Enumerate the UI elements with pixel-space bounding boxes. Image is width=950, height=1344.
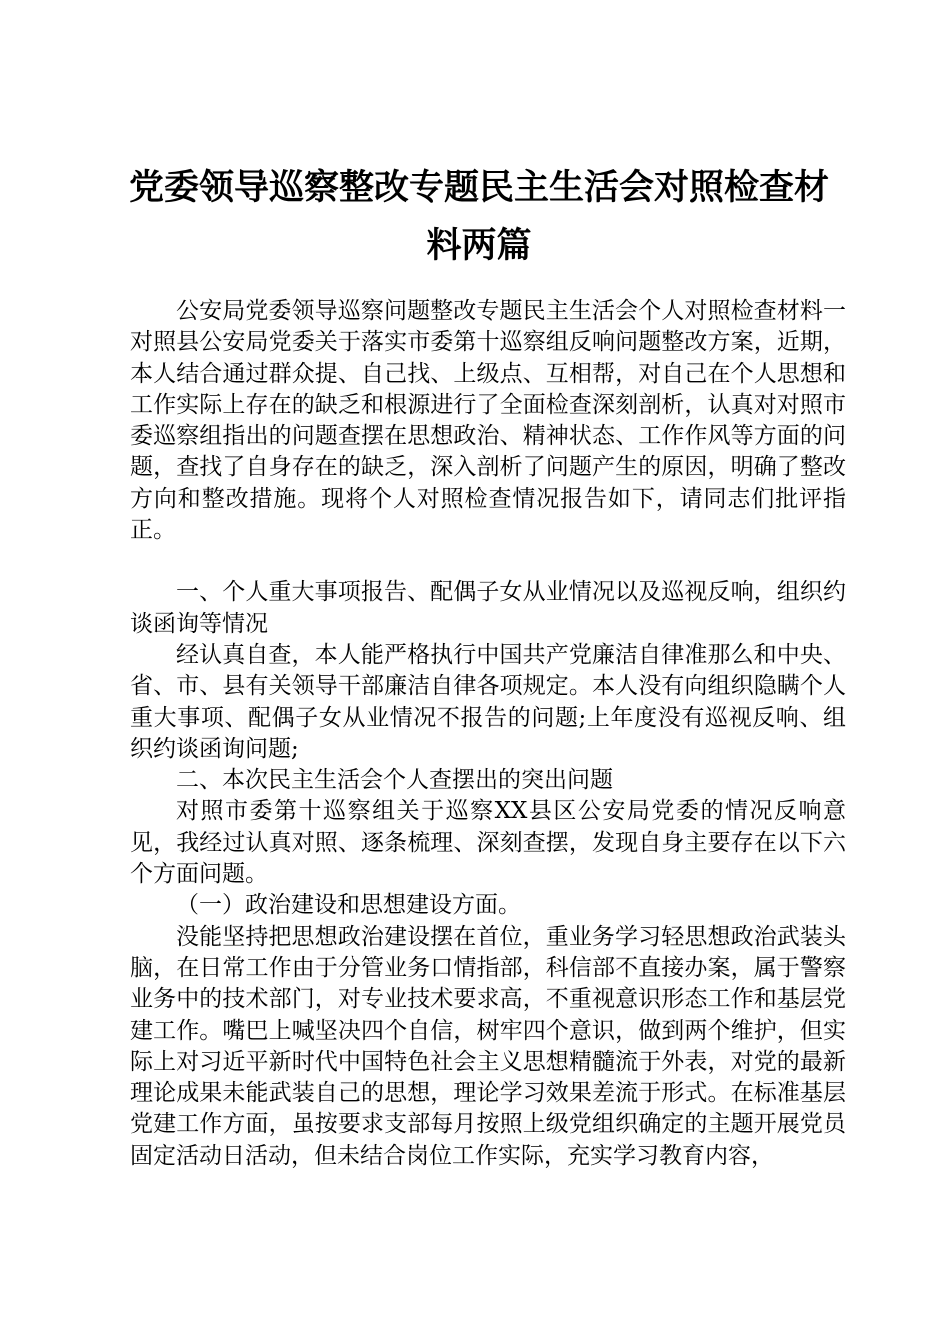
section-heading-1: 一、个人重大事项报告、配偶子女从业情况以及巡视反响，组织约谈函询等情况 [130, 579, 846, 637]
paragraph-intro: 公安局党委领导巡察问题整改专题民主生活会个人对照检查材料一对照县公安局党委关于落实市委第十巡察组反响问题整改方案，近期，本人结合通过群众提、自己找、上级点、互相帮，对自己在个人思想和工作实际上存在的缺乏和根源进行了全面检查深刻剖析，认真对对照市委巡察组指出的问题查摆在思想政治、精神状态、工作作风等方面的问题，查找了自身存在的缺乏，深入剖析了问题产生的原因，明确了整改方向和整改措施。现将个人对照检查情况报告如下，请同志们批评指正。 [130, 298, 846, 544]
section-heading-2: 二、本次民主生活会个人查摆出的突出问题 [176, 767, 613, 794]
paragraph-issues-intro: 对照市委第十巡察组关于巡察XX县区公安局党委的情况反响意见，我经过认真对照、逐条梳理、深刻查摆，发现自身主要存在以下六个方面问题。 [130, 798, 846, 888]
subsection-heading-1: （一）政治建设和思想建设方面。 [176, 892, 521, 919]
document-title-line-2: 料两篇 [426, 226, 532, 266]
document-title-line-1: 党委领导巡察整改专题民主生活会对照检查材 [128, 168, 829, 208]
document-body [130, 296, 846, 1172]
paragraph-self-check: 经认真自查，本人能严格执行中国共产党廉洁自律准那么和中央、省、市、县有关领导干部廉洁自律各项规定。本人没有向组织隐瞒个人重大事项、配偶子女从业情况不报告的问题;上年度没有巡视反响、组织约谈函询问题; [130, 641, 846, 762]
paragraph-political-issues: 没能坚持把思想政治建设摆在首位，重业务学习轻思想政治武装头脑，在日常工作由于分管业务口情指部，科信部不直接办案，属于警察业务中的技术部门，对专业技术要求高，不重视意识形态工作和基层党建工作。嘴巴上喊坚决四个自信，树牢四个意识，做到两个维护，但实际上对习近平新时代中国特色社会主义思想精髓流于外表，对党的最新理论成果未能武装自己的思想，理论学习效果差流于形式。在标准基层党建工作方面，虽按要求支部每月按照上级党组织确定的主题开展党员固定活动日活动，但未结合岗位工作实际，充实学习教育内容， [130, 923, 846, 1169]
